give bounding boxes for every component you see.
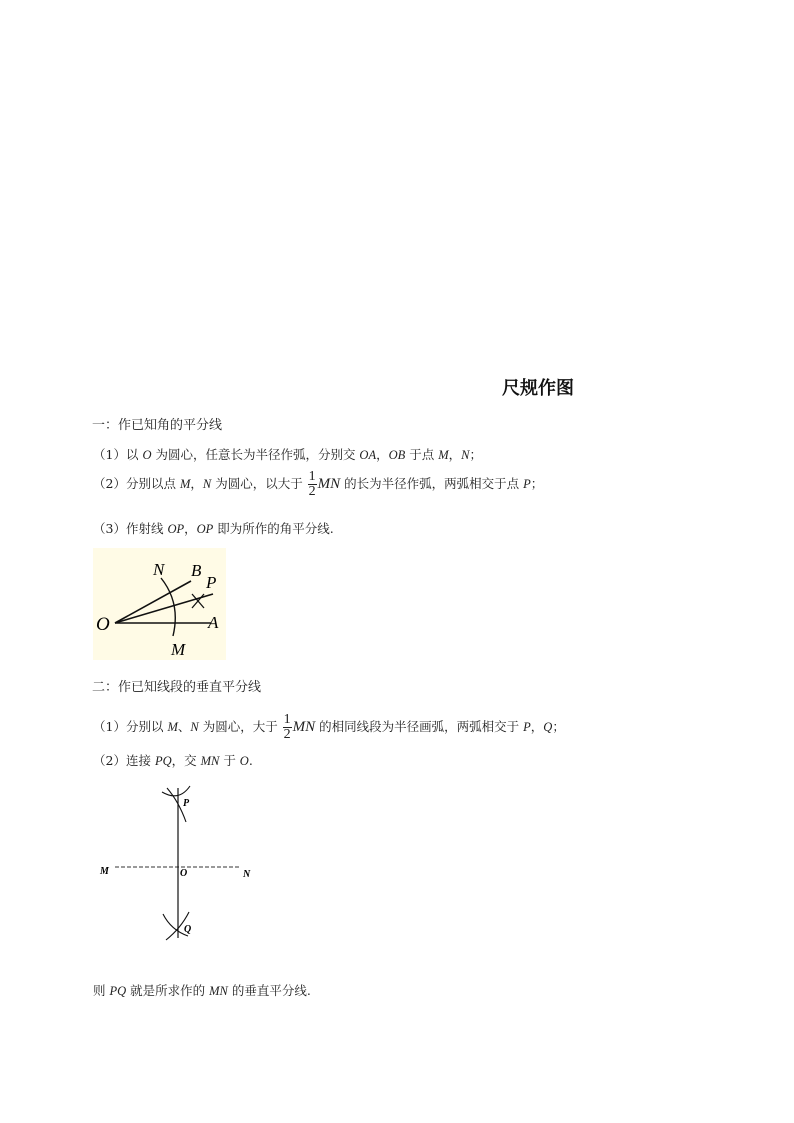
label-n: N	[153, 560, 165, 579]
section1-step1: （1）以 O 为圆心，任意长为半径作弧，分别交 OA，OB 于点 M，N；	[93, 447, 483, 462]
fraction-half: $\frac{1}{2}$	[308, 469, 316, 499]
label-m: M	[171, 640, 186, 659]
label-p: P	[183, 798, 190, 809]
label-b: B	[191, 561, 202, 580]
section2-step2: （2）连接 PQ，交 MN 于 O.	[93, 753, 253, 768]
conclusion: 则 PQ 就是所求作的 MN 的垂直平分线.	[93, 983, 311, 998]
label-q: Q	[184, 924, 192, 935]
label-n: N	[243, 869, 251, 880]
section1-heading: 一：作已知角的平分线	[92, 418, 223, 433]
label-m: M	[100, 866, 109, 877]
perpendicular-bisector-figure	[95, 782, 260, 947]
page-title: 尺规作图	[502, 378, 574, 399]
section1-step2: （2）分别以点 M，N 为圆心，以大于 $\frac{1}{2}$ MN 的长为半径作弧，两弧相交于点 P；	[93, 469, 544, 499]
fraction-half: $\frac{1}{2}$	[283, 712, 291, 742]
label-a: A	[208, 613, 219, 632]
section2-step1: （1）分别以 M、N 为圆心，大于 $\frac{1}{2}$ MN 的相同线段为半径画弧，两弧相交于 P，Q；	[93, 712, 565, 742]
arc-top-1	[162, 786, 190, 796]
section1-step3: （3）作射线 OP，OP 即为所作的角平分线.	[93, 521, 334, 536]
label-o: O	[180, 868, 188, 879]
label-o: O	[96, 614, 110, 635]
angle-bisector-figure	[93, 548, 226, 660]
section2-heading: 二：作已知线段的垂直平分线	[92, 680, 262, 695]
label-p: P	[206, 573, 217, 592]
